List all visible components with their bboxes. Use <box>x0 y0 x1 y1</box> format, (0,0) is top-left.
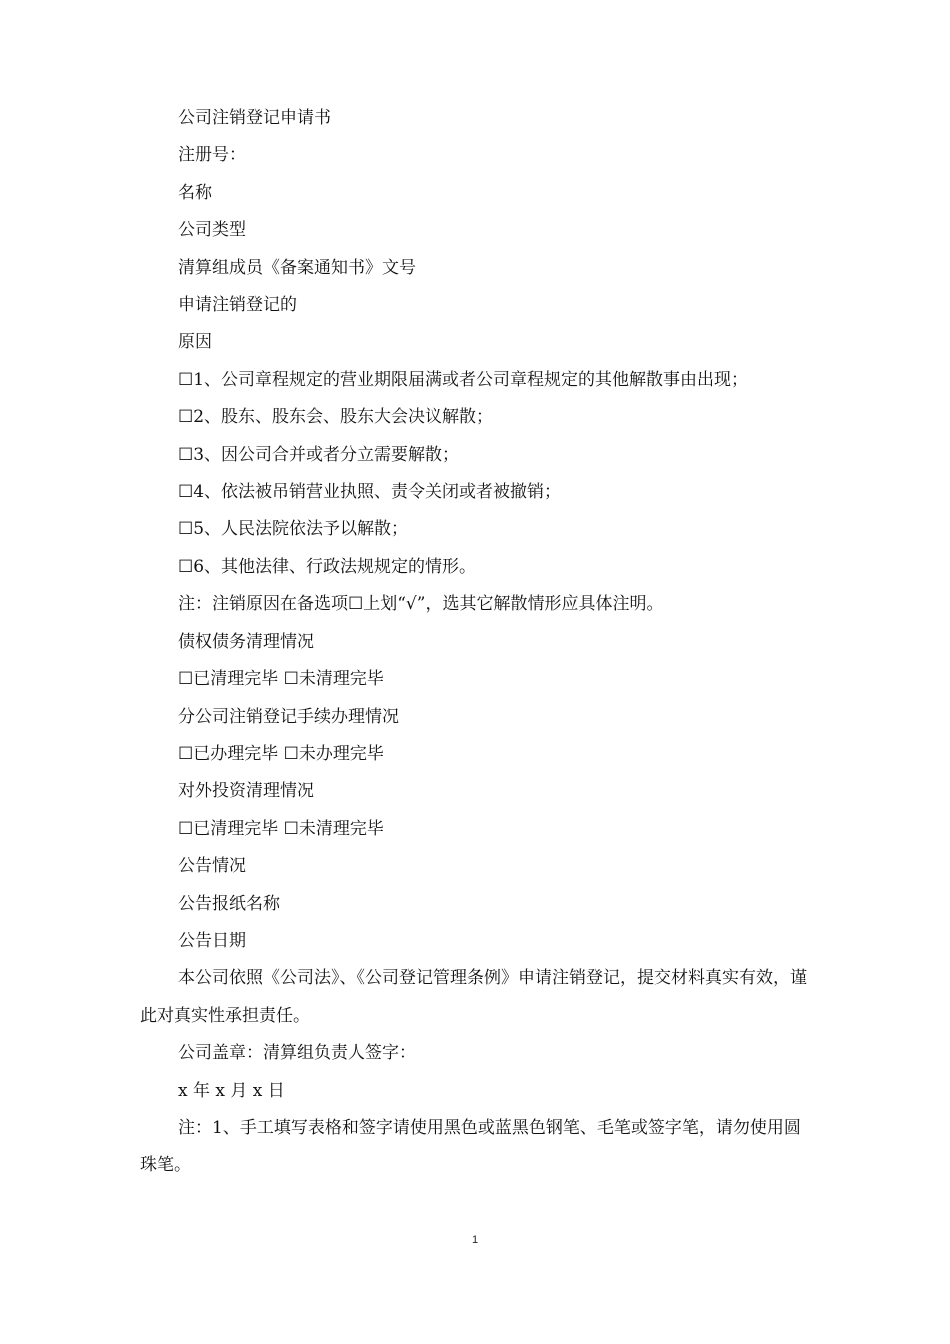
reason-option-3: ☐3、因公司合并或者分立需要解散； <box>178 444 460 465</box>
announcement-label: 公告情况 <box>178 856 246 877</box>
reason-heading-line2: 原因 <box>178 332 212 353</box>
announcement-date-label: 公告日期 <box>178 930 246 951</box>
investment-clearance-label: 对外投资清理情况 <box>178 781 314 802</box>
pen-note-paragraph: 注：1、手工填写表格和签字请使用黑色或蓝黑色钢笔、毛笔或签字笔，请勿使用圆珠笔。 <box>140 1117 801 1176</box>
company-type-label: 公司类型 <box>178 220 246 241</box>
reason-option-6: ☐6、其他法律、行政法规规定的情形。 <box>178 556 477 577</box>
branch-deregistration-label: 分公司注销登记手续办理情况 <box>178 706 399 727</box>
reason-note: 注：注销原因在备选项☐上划“√”，选其它解散情形应具体注明。 <box>178 594 664 615</box>
registration-number-label: 注册号： <box>178 145 246 166</box>
date-line: x 年 x 月 x 日 <box>178 1080 285 1101</box>
reason-option-4: ☐4、依法被吊销营业执照、责令关闭或者被撤销； <box>178 482 562 503</box>
doc-title: 公司注销登记申请书 <box>178 108 331 128</box>
filing-notice-number-label: 清算组成员《备案通知书》文号 <box>178 257 416 278</box>
document-body <box>140 100 812 1185</box>
declaration-paragraph: 本公司依照《公司法》、《公司登记管理条例》申请注销登记，提交材料真实有效，谨此对真实性承担责任。 <box>140 968 807 1026</box>
reason-option-5: ☐5、人民法院依法予以解散； <box>178 519 409 540</box>
name-label: 名称 <box>178 182 212 203</box>
reason-option-1: ☐1、公司章程规定的营业期限届满或者公司章程规定的其他解散事由出现； <box>178 369 749 390</box>
debt-clearance-options: ☐已清理完毕 ☐未清理完毕 <box>178 669 384 690</box>
seal-signature-line: 公司盖章：清算组负责人签字： <box>178 1043 416 1064</box>
investment-clearance-options: ☐已清理完毕 ☐未清理完毕 <box>178 818 384 839</box>
reason-option-2: ☐2、股东、股东会、股东大会决议解散； <box>178 407 494 428</box>
branch-deregistration-options: ☐已办理完毕 ☐未办理完毕 <box>178 743 384 764</box>
reason-heading-line1: 申请注销登记的 <box>178 295 297 316</box>
debt-clearance-label: 债权债务清理情况 <box>178 631 314 652</box>
announcement-newspaper-label: 公告报纸名称 <box>178 893 280 914</box>
page-number: 1 <box>471 1234 479 1246</box>
